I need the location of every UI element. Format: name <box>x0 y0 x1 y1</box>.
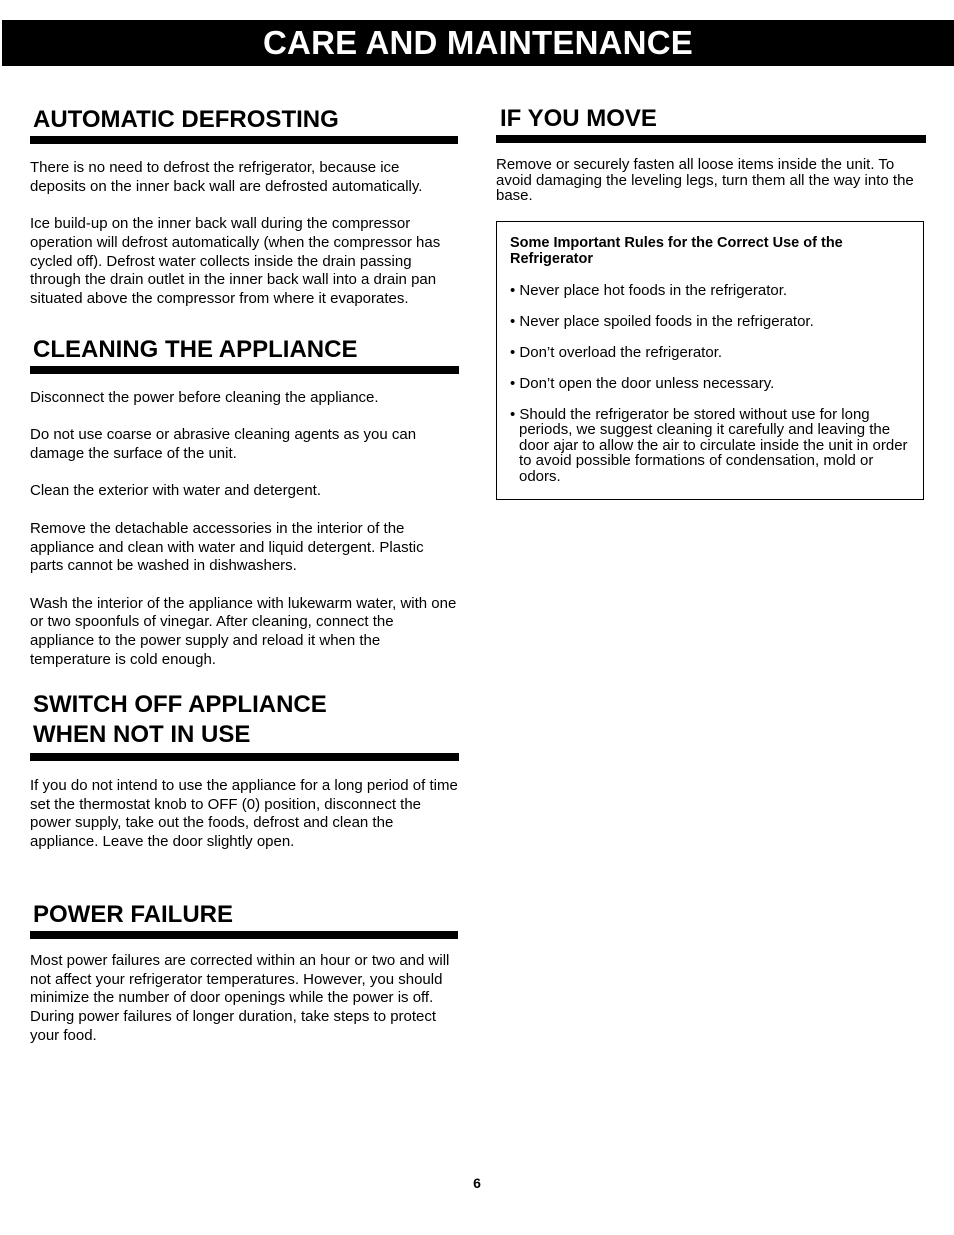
paragraph: Remove the detachable accessories in the interior of the appliance and clean with water and liquid detergent. Plastic parts cannot be washed in dishwashers. <box>30 519 424 575</box>
paragraph: Remove or securely fasten all loose items inside the unit. To avoid damaging the leveling legs, turn them all the way into the base. <box>496 156 914 204</box>
heading-power-failure: POWER FAILURE <box>33 901 234 928</box>
paragraph: Do not use coarse or abrasive cleaning agents as you can damage the surface of the unit. <box>30 426 417 463</box>
heading-if-you-move: IF YOU MOVE <box>500 105 657 132</box>
section-if-you-move <box>496 104 926 204</box>
section-cleaning <box>30 335 459 669</box>
heading-rule <box>30 366 459 374</box>
paragraph: There is no need to defrost the refrigerator, because ice deposits on the inner back wall are defrosted automatically. <box>30 159 423 195</box>
rules-box-title: Some Important Rules for the Correct Use of the Refrigerator <box>510 235 843 267</box>
heading-rule <box>30 136 458 144</box>
list-item: • Should the refrigerator be stored without use for long periods, we suggest cleaning it carefully and leaving the door ajar to allow the air to circulate inside the unit in order to avoid possible formations of condensation, mold or odors. <box>510 405 908 485</box>
heading-rule <box>496 135 926 143</box>
rules-list <box>510 283 911 485</box>
heading-switch-off-line1: SWITCH OFF APPLIANCE <box>33 691 327 718</box>
paragraph: Most power failures are corrected within an hour or two and will not affect your refrigerator temperatures. However, you should minimize the number of door openings while the power is off. During power failures of longer duration, take steps to protect your food. <box>30 952 450 1044</box>
page-title-banner <box>2 20 954 66</box>
list-item: • Never place hot foods in the refrigerator. <box>510 281 788 299</box>
paragraph: Clean the exterior with water and detergent. <box>30 482 321 500</box>
section-switch-off <box>30 690 459 852</box>
heading-cleaning: CLEANING THE APPLIANCE <box>33 336 358 363</box>
heading-automatic-defrosting: AUTOMATIC DEFROSTING <box>33 106 339 133</box>
heading-switch-off-line2: WHEN NOT IN USE <box>33 721 251 748</box>
paragraph: If you do not intend to use the appliance for a long period of time set the thermostat knob to OFF (0) position, disconnect the power supply, take out the foods, defrost and clean the appliance. Leave the door slightly open. <box>30 777 458 851</box>
page-title: CARE AND MAINTENANCE <box>263 24 693 61</box>
heading-rule <box>30 931 458 939</box>
important-rules-box <box>496 221 924 500</box>
page-number: 6 <box>473 1175 481 1191</box>
paragraph: Wash the interior of the appliance with lukewarm water, with one or two spoonfuls of vinegar. After cleaning, connect the appliance to the power supply and reload it when the temperature is cold enough. <box>30 594 457 668</box>
list-item: • Don’t overload the refrigerator. <box>510 343 723 361</box>
paragraph: Ice build-up on the inner back wall during the compressor operation will defrost automatically (when the compressor has cycled off). Defrost water collects inside the drain passing through the drain outlet in the inner back wall into a drain pan situated above the compressor from where it evaporates. <box>30 215 441 307</box>
paragraph: Disconnect the power before cleaning the appliance. <box>30 389 379 406</box>
heading-rule <box>30 753 459 761</box>
list-item: • Never place spoiled foods in the refrigerator. <box>510 312 814 330</box>
section-automatic-defrosting <box>30 105 458 309</box>
list-item: • Don’t open the door unless necessary. <box>510 374 775 392</box>
section-power-failure <box>30 900 458 1046</box>
